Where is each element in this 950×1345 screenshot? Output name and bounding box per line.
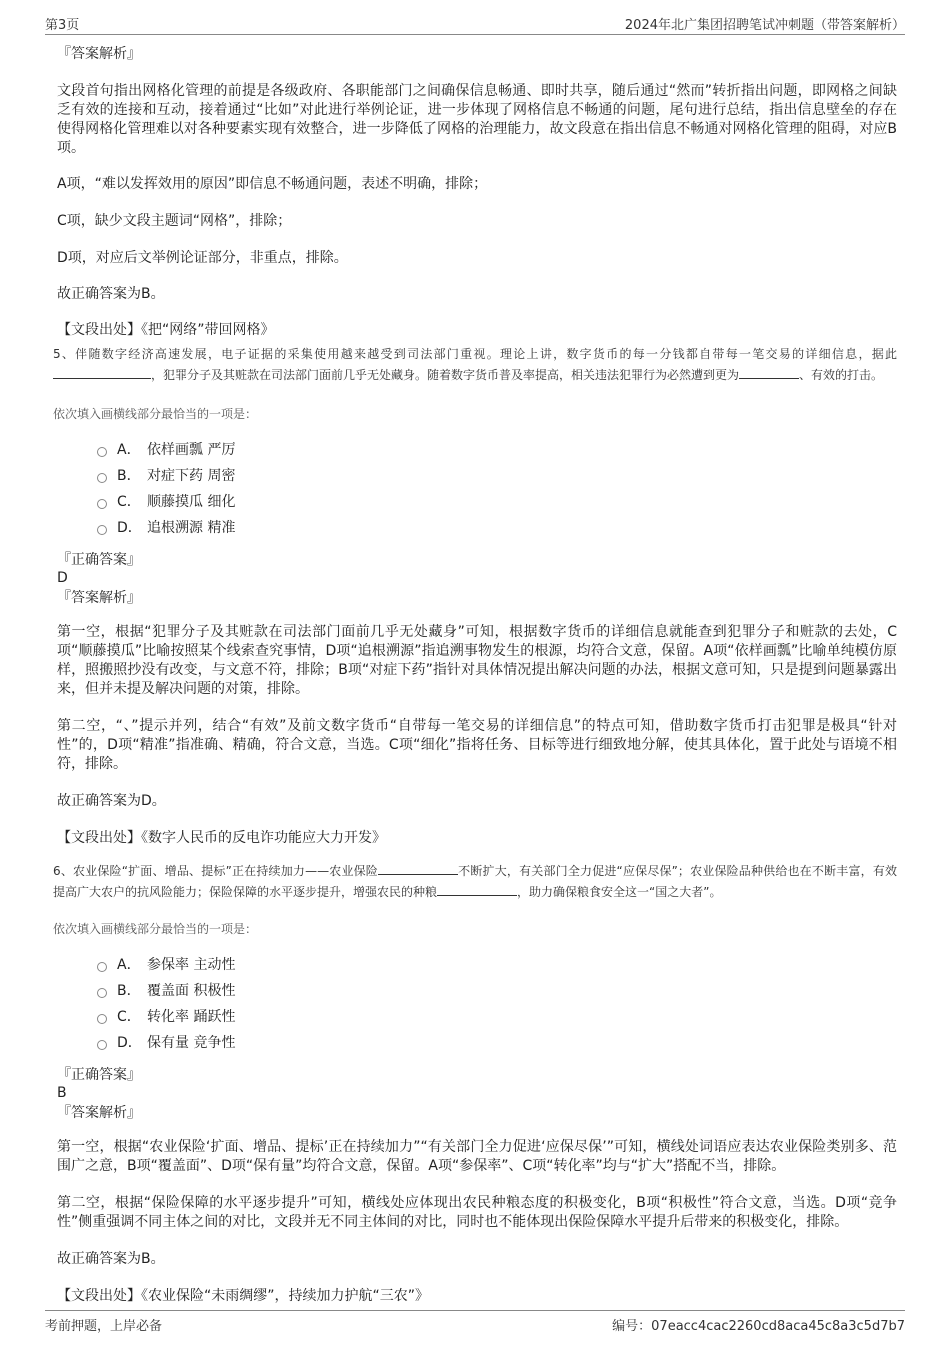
answer-conclusion: 故正确答案为B。 xyxy=(57,286,165,302)
page-content xyxy=(53,44,897,1306)
correct-answer-label: 『正确答案』 xyxy=(57,552,141,568)
source-citation: 【文段出处】《数字人民币的反电诈功能应大力开发》 xyxy=(57,830,386,846)
option-c[interactable]: C． 转化率 踊跃性 xyxy=(97,1004,897,1030)
option-d[interactable]: D． 保有量 竞争性 xyxy=(97,1030,897,1056)
source-citation: 【文段出处】《农业保险“未雨绸缪”，持续加力护航“三农”》 xyxy=(57,1288,430,1304)
option-b[interactable]: B． 覆盖面 积极性 xyxy=(97,978,897,1004)
blank-1 xyxy=(53,364,151,379)
question-6-options xyxy=(57,952,897,1056)
source-citation: 【文段出处】《把“网络”带回网格》 xyxy=(57,322,275,338)
radio-icon[interactable] xyxy=(97,1040,107,1050)
radio-icon[interactable] xyxy=(97,962,107,972)
radio-icon[interactable] xyxy=(97,1014,107,1024)
answer-conclusion: 故正确答案为B。 xyxy=(57,1251,165,1267)
analysis-label: 『答案解析』 xyxy=(57,46,141,62)
analysis-paragraph-1: 第一空，根据“犯罪分子及其赃款在司法部门面前几乎无处藏身”可知，根据数字货币的详细信息就能查到犯罪分子和赃款的去处，C项“顺藤摸瓜”比喻按照某个线索查究事情，D项“追根溯源”指追溯事物发生的根源，均符合文意，保留。A项“依样画瓢”比喻单纯模仿原样，照搬照抄没有改变，与文意不符，排除；B项“对症下药”指针对具体情况提出解决问题的办法，根据文意可知，只是提到问题暴露出来，但并未提及解决问题的对策，排除。 xyxy=(57,624,897,697)
option-d[interactable]: D． 追根溯源 精准 xyxy=(97,515,897,541)
analysis-paragraph-1: 第一空，根据“农业保险‘扩面、增品、提标’正在持续加力”“有关部门全力促进‘应保尽保’”可知，横线处词语应表达农业保险类别多、范围广之意，B项“覆盖面”、D项“保有量”均符合文意，保留。A项“参保率”、C项“转化率”均与“扩大”搭配不当，排除。 xyxy=(57,1139,897,1174)
analysis-paragraph-2: 第二空，根据“保险保障的水平逐步提升”可知，横线处应体现出农民种粮态度的积极变化，B项“积极性”符合文意，当选。D项“竞争性”侧重强调不同主体之间的对比，文段并无不同主体间的对比，同时也不能体现出保险保障水平提升后带来的积极变化，排除。 xyxy=(57,1195,897,1230)
radio-icon[interactable] xyxy=(97,525,107,535)
analysis-label: 『答案解析』 xyxy=(57,1105,141,1121)
correct-answer-label: 『正确答案』 xyxy=(57,1067,141,1083)
analysis-option-d: D项，对应后文举例论证部分，非重点，排除。 xyxy=(57,250,348,266)
analysis-option-a: A项，“难以发挥效用的原因”即信息不畅通问题，表述不明确，排除； xyxy=(57,176,488,192)
page-number: 第3页 xyxy=(45,18,80,33)
answer-conclusion: 故正确答案为D。 xyxy=(57,793,166,809)
document-title: 2024年北广集团招聘笔试冲刺题（带答案解析） xyxy=(624,18,905,33)
analysis-paragraph: 文段首句指出网格化管理的前提是各级政府、各职能部门之间确保信息畅通、即时共享，随后通过“然而”转折指出问题，即网格之间缺乏有效的连接和互动，接着通过“比如”对此进行举例论证，进一步体现了网格信息不畅通的问题，尾句进行总结，指出信息壁垒的存在使得网格化管理难以对各种要素实现有效整合，进一步降低了网格的治理能力，故文段意在指出信息不畅通对网格化管理的阻碍，对应B项。 xyxy=(57,83,897,156)
page-header xyxy=(45,12,905,35)
blank-2 xyxy=(739,364,799,379)
option-a[interactable]: A． 依样画瓢 严厉 xyxy=(97,437,897,463)
page-footer xyxy=(45,1310,905,1333)
radio-icon[interactable] xyxy=(97,499,107,509)
question-5-prompt: 依次填入画横线部分最恰当的一项是： xyxy=(53,407,258,421)
footer-slogan: 考前押题，上岸必备 xyxy=(45,1319,163,1334)
option-a[interactable]: A． 参保率 主动性 xyxy=(97,952,897,978)
analysis-paragraph-2: 第二空，“、”提示并列，结合“有效”及前文数字货币“自带每一笔交易的详细信息”的特点可知，借助数字货币打击犯罪是极具“针对性”的，D项“精准”指准确、精确，符合文意，当选。C项“细化”指将任务、目标等进行细致地分解，使其具体化，置于此处与语境不相符，排除。 xyxy=(57,718,897,772)
radio-icon[interactable] xyxy=(97,988,107,998)
question-5-text: 5、伴随数字经济高速发展，电子证据的采集使用越来越受到司法部门重视。理论上讲，数字货币的每一分钱都自带每一笔交易的详细信息，据此，犯罪分子及其赃款在司法部门面前几乎无处藏身。随着数字货币普及率提高，相关违法犯罪行为必然遭到更为 、有效的打击。 xyxy=(53,347,897,382)
question-6-prompt: 依次填入画横线部分最恰当的一项是： xyxy=(53,922,258,936)
option-b[interactable]: B． 对症下药 周密 xyxy=(97,463,897,489)
question-6-text: 6、农业保险“扩面、增品、提标”正在持续加力——农业保险 不断扩大，有关部门全力促进“应保尽保”；农业保险品种供给也在不断丰富，有效提高广大农户的抗风险能力；保险保障的水平逐步提升，增强农民的种粮 ，助力确保粮食安全这一“国之大者”。 xyxy=(53,860,897,902)
analysis-option-c: C项，缺少文段主题词“网格”，排除； xyxy=(57,213,292,229)
question-5-options xyxy=(57,437,897,541)
correct-answer: B xyxy=(57,1085,67,1101)
option-c[interactable]: C． 顺藤摸瓜 细化 xyxy=(97,489,897,515)
blank-1 xyxy=(378,860,458,875)
radio-icon[interactable] xyxy=(97,473,107,483)
radio-icon[interactable] xyxy=(97,447,107,457)
blank-2 xyxy=(437,881,517,896)
document-serial: 编号：07eacc4cac2260cd8aca45c8a3c5d7b7 xyxy=(612,1319,905,1334)
correct-answer: D xyxy=(57,570,68,586)
analysis-label: 『答案解析』 xyxy=(57,590,141,606)
